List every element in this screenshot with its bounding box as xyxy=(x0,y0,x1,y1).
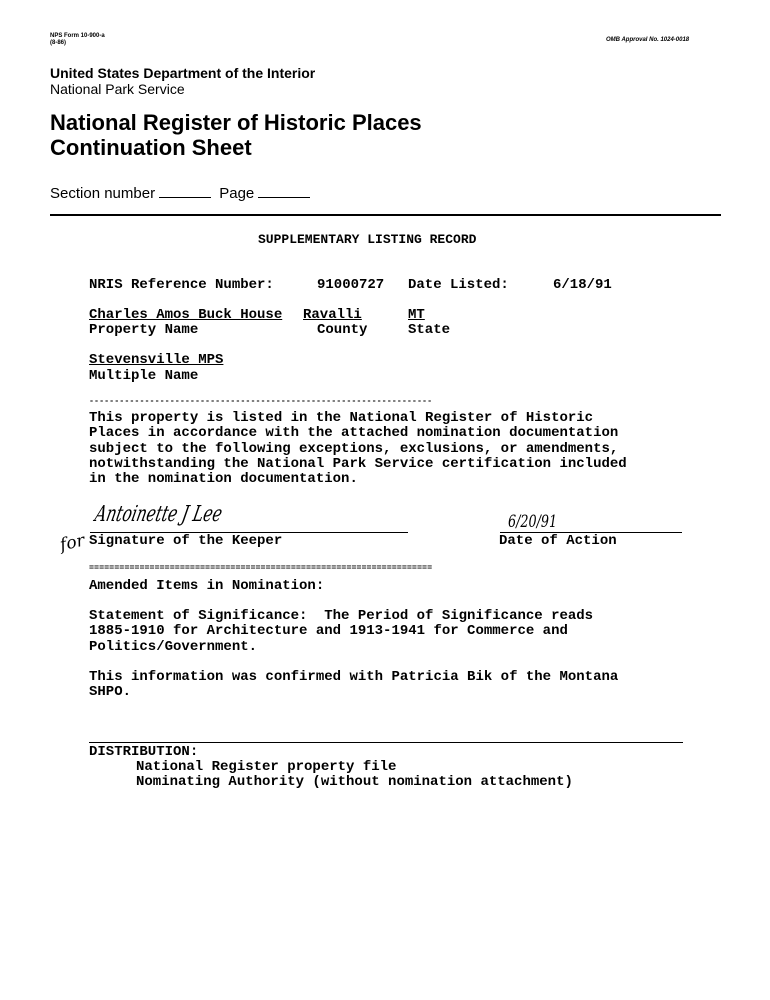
form-number xyxy=(50,33,105,47)
page-title xyxy=(50,110,422,160)
distribution-rule xyxy=(89,742,683,743)
statement-line: Places in accordance with the attached nomination documentation xyxy=(89,425,619,442)
header-rule xyxy=(50,214,721,216)
action-date-handwritten: 6/20/91 xyxy=(508,512,558,532)
distribution-list xyxy=(136,760,573,791)
property-name-value: Charles Amos Buck House xyxy=(89,307,283,323)
state-value: MT xyxy=(408,307,425,323)
action-date-label: Date of Action xyxy=(499,533,617,549)
date-listed-value: 6/18/91 xyxy=(553,277,612,293)
confirmation-note xyxy=(89,670,618,701)
county-value: Ravalli xyxy=(303,307,362,323)
statement-line: in the nomination documentation. xyxy=(89,471,358,488)
listing-statement xyxy=(89,411,627,487)
page-label: Page xyxy=(219,185,255,202)
multiple-name-value: Stevensville MPS xyxy=(89,352,224,368)
date-listed-label: Date Listed: xyxy=(408,277,509,293)
state-label: State xyxy=(408,322,451,338)
form-date: (8-86) xyxy=(50,40,67,46)
signature-for-mark: for xyxy=(58,530,87,556)
statement-line: This property is listed in the National Register of Historic xyxy=(89,410,594,426)
property-name-label: Property Name xyxy=(89,322,199,338)
omb-approval: OMB Approval No. 1024-0018 xyxy=(606,37,690,43)
nris-label: NRIS Reference Number: xyxy=(89,277,274,293)
record-heading: SUPPLEMENTARY LISTING RECORD xyxy=(258,232,477,247)
amended-heading: Amended Items in Nomination: xyxy=(89,578,325,594)
confirmation-line: SHPO. xyxy=(89,684,132,701)
distribution-label: DISTRIBUTION: xyxy=(89,744,199,760)
title-line-2: Continuation Sheet xyxy=(50,135,252,160)
significance-statement xyxy=(89,609,593,655)
section-blank xyxy=(159,196,211,198)
department-name: United States Department of the Interior xyxy=(50,65,316,81)
distribution-item: Nominating Authority (without nomination attachment) xyxy=(136,774,573,791)
agency-name: National Park Service xyxy=(50,81,185,97)
keeper-signature: Antoinette J Lee xyxy=(92,502,225,527)
statement-line: subject to the following exceptions, exclusions, or amendments, xyxy=(89,440,619,457)
significance-line: 1885-1910 for Architecture and 1913-1941 for Commerce and xyxy=(89,623,568,640)
page-blank xyxy=(258,196,310,198)
confirmation-line: This information was confirmed with Patricia Bik of the Montana xyxy=(89,669,619,685)
significance-line: Politics/Government. xyxy=(89,638,258,655)
statement-line: notwithstanding the National Park Service certification included xyxy=(89,455,627,472)
distribution-item: National Register property file xyxy=(136,759,397,775)
title-line-1: National Register of Historic Places xyxy=(50,110,422,135)
signature-label: Signature of the Keeper xyxy=(89,533,283,549)
significance-line: Statement of Significance: The Period of Significance reads xyxy=(89,608,594,624)
county-label: County xyxy=(317,322,368,338)
dashed-separator: -------------------------------------------------------------------- xyxy=(89,396,433,406)
section-label: Section number xyxy=(50,185,156,202)
multiple-name-label: Multiple Name xyxy=(89,368,199,384)
section-page-line xyxy=(50,185,314,202)
nris-value: 91000727 xyxy=(317,277,385,293)
form-number-text: NPS Form 10-900-a xyxy=(50,33,105,39)
double-separator: ==================================================================== xyxy=(89,563,433,573)
